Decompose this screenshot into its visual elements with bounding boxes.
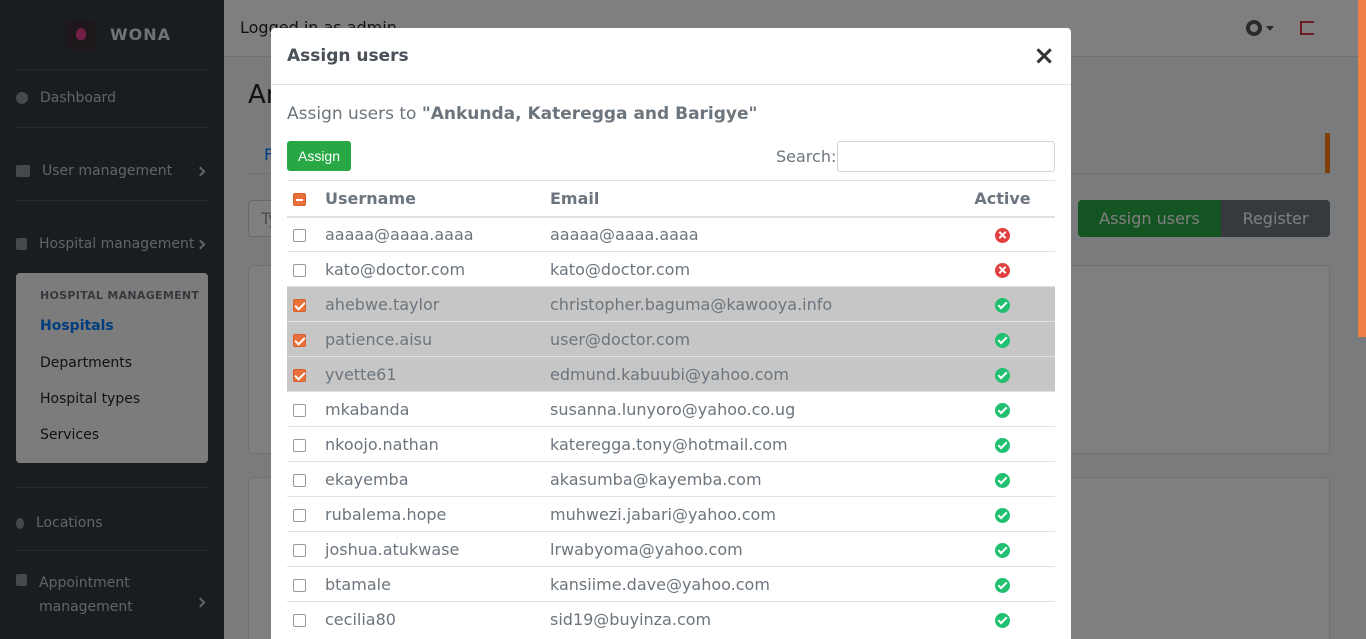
username-cell: yvette61: [325, 357, 550, 392]
row-checkbox-cell: [287, 322, 325, 357]
table-row[interactable]: [287, 497, 1055, 532]
active-cell: [950, 322, 1055, 357]
active-cell: [950, 287, 1055, 322]
active-cell: [950, 567, 1055, 602]
column-header-active[interactable]: Active: [950, 181, 1055, 217]
search-input[interactable]: [837, 141, 1055, 172]
username-cell: rubalema.hope: [325, 497, 550, 532]
check-circle-icon: [995, 368, 1010, 383]
active-cell: [950, 602, 1055, 637]
row-checkbox[interactable]: [293, 439, 306, 452]
row-checkbox[interactable]: [293, 579, 306, 592]
check-circle-icon: [995, 438, 1010, 453]
close-icon[interactable]: ×: [1033, 41, 1055, 71]
assign-to-prefix: Assign users to: [287, 104, 422, 124]
check-circle-icon: [995, 508, 1010, 523]
username-cell: cecilia80: [325, 602, 550, 637]
email-cell: christopher.baguma@kawooya.info: [550, 287, 950, 322]
table-row[interactable]: [287, 427, 1055, 462]
row-checkbox-cell: [287, 252, 325, 287]
table-row[interactable]: [287, 287, 1055, 322]
table-row[interactable]: [287, 357, 1055, 392]
modal-header: [271, 28, 1071, 85]
email-cell: aaaaa@aaaa.aaaa: [550, 217, 950, 252]
username-cell: mkabanda: [325, 392, 550, 427]
table-row[interactable]: [287, 567, 1055, 602]
active-cell: [950, 392, 1055, 427]
active-cell: [950, 462, 1055, 497]
active-cell: [950, 252, 1055, 287]
email-cell: user@doctor.com: [550, 322, 950, 357]
check-circle-icon: [995, 298, 1010, 313]
username-cell: joshua.atukwase: [325, 532, 550, 567]
row-checkbox-cell: [287, 602, 325, 637]
check-circle-icon: [995, 473, 1010, 488]
email-cell: muhwezi.jabari@yahoo.com: [550, 497, 950, 532]
email-cell: edmund.kabuubi@yahoo.com: [550, 357, 950, 392]
email-cell: sid19@buyinza.com: [550, 602, 950, 637]
row-checkbox[interactable]: [293, 404, 306, 417]
active-cell: [950, 532, 1055, 567]
row-checkbox-cell: [287, 532, 325, 567]
table-row[interactable]: [287, 322, 1055, 357]
email-cell: kato@doctor.com: [550, 252, 950, 287]
email-cell: kansiime.dave@yahoo.com: [550, 567, 950, 602]
table-row[interactable]: [287, 392, 1055, 427]
times-circle-icon: [995, 228, 1010, 243]
scrollbar[interactable]: [1358, 0, 1366, 337]
row-checkbox[interactable]: [293, 264, 306, 277]
username-cell: nkoojo.nathan: [325, 427, 550, 462]
users-table: [287, 180, 1055, 637]
row-checkbox-cell: [287, 392, 325, 427]
row-checkbox[interactable]: [293, 474, 306, 487]
row-checkbox-cell: [287, 217, 325, 252]
username-cell: ekayemba: [325, 462, 550, 497]
table-row[interactable]: [287, 532, 1055, 567]
select-all-cell: [287, 181, 325, 217]
assign-users-modal: [271, 28, 1071, 639]
table-row[interactable]: [287, 252, 1055, 287]
table-header-row: [287, 181, 1055, 217]
username-cell: kato@doctor.com: [325, 252, 550, 287]
assign-to-target: "Ankunda, Kateregga and Barigye": [421, 104, 758, 124]
email-cell: lrwabyoma@yahoo.com: [550, 532, 950, 567]
column-header-email[interactable]: Email: [550, 181, 950, 217]
check-circle-icon: [995, 578, 1010, 593]
row-checkbox[interactable]: [293, 299, 306, 312]
row-checkbox-cell: [287, 567, 325, 602]
username-cell: aaaaa@aaaa.aaaa: [325, 217, 550, 252]
row-checkbox-cell: [287, 427, 325, 462]
row-checkbox-cell: [287, 497, 325, 532]
check-circle-icon: [995, 613, 1010, 628]
username-cell: ahebwe.taylor: [325, 287, 550, 322]
row-checkbox[interactable]: [293, 229, 306, 242]
username-cell: patience.aisu: [325, 322, 550, 357]
row-checkbox[interactable]: [293, 509, 306, 522]
table-row[interactable]: [287, 602, 1055, 637]
active-cell: [950, 427, 1055, 462]
username-cell: btamale: [325, 567, 550, 602]
check-circle-icon: [995, 543, 1010, 558]
active-cell: [950, 217, 1055, 252]
active-cell: [950, 497, 1055, 532]
assign-button[interactable]: Assign: [287, 141, 351, 171]
search-label: Search:: [776, 147, 837, 166]
row-checkbox[interactable]: [293, 544, 306, 557]
times-circle-icon: [995, 263, 1010, 278]
check-circle-icon: [995, 403, 1010, 418]
active-cell: [950, 357, 1055, 392]
row-checkbox[interactable]: [293, 369, 306, 382]
email-cell: akasumba@kayemba.com: [550, 462, 950, 497]
email-cell: susanna.lunyoro@yahoo.co.ug: [550, 392, 950, 427]
assign-to-text: [287, 104, 757, 124]
modal-title: Assign users: [287, 46, 409, 66]
table-row[interactable]: [287, 462, 1055, 497]
column-header-username[interactable]: Username: [325, 181, 550, 217]
select-all-checkbox[interactable]: [293, 193, 306, 206]
row-checkbox-cell: [287, 462, 325, 497]
row-checkbox-cell: [287, 287, 325, 322]
row-checkbox-cell: [287, 357, 325, 392]
row-checkbox[interactable]: [293, 334, 306, 347]
check-circle-icon: [995, 333, 1010, 348]
email-cell: kateregga.tony@hotmail.com: [550, 427, 950, 462]
table-row[interactable]: [287, 217, 1055, 252]
row-checkbox[interactable]: [293, 614, 306, 627]
